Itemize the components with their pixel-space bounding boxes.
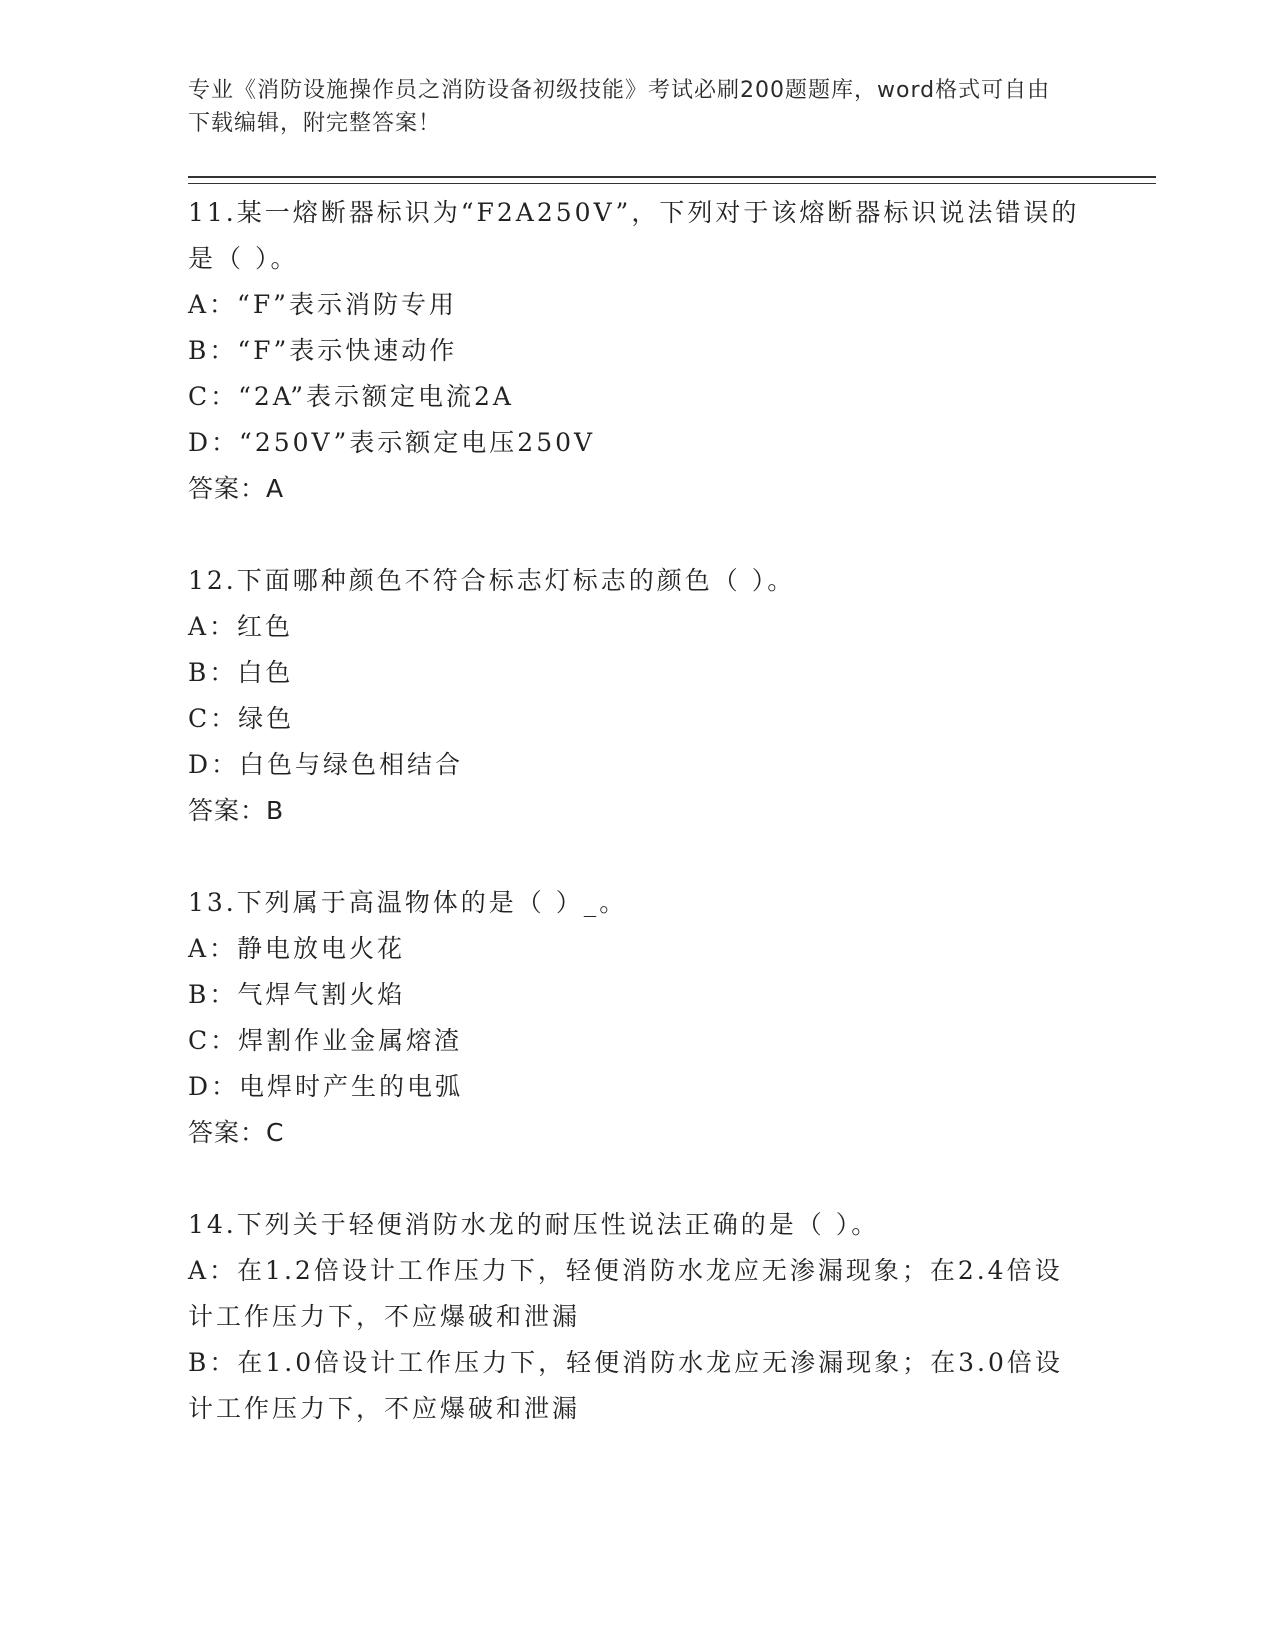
question-list bbox=[188, 190, 1088, 1478]
question-12 bbox=[188, 558, 1088, 834]
question-stem: 12.下面哪种颜色不符合标志灯标志的颜色（ ）。 bbox=[188, 566, 796, 595]
answer: 答案：B bbox=[188, 796, 285, 825]
option-c: C：绿色 bbox=[188, 704, 295, 733]
option-a: A：“F”表示消防专用 bbox=[188, 290, 457, 319]
option-a: A：静电放电火花 bbox=[188, 934, 406, 963]
question-stem: 14.下列关于轻便消防水龙的耐压性说法正确的是（ ）。 bbox=[188, 1210, 880, 1239]
question-11 bbox=[188, 190, 1088, 512]
answer: 答案：C bbox=[188, 1118, 285, 1147]
option-c: C：“2A”表示额定电流2A bbox=[188, 382, 514, 411]
header-divider bbox=[188, 176, 1156, 184]
option-c: C：焊割作业金属熔渣 bbox=[188, 1026, 463, 1055]
option-b: B：白色 bbox=[188, 658, 294, 687]
option-b: B：“F”表示快速动作 bbox=[188, 336, 458, 365]
question-stem: 13.下列属于高温物体的是（ ）_。 bbox=[188, 888, 628, 917]
option-a: A：在1.2倍设计工作压力下，轻便消防水龙应无渗漏现象；在2.4倍设计工作压力下，不应爆破和泄漏 bbox=[188, 1256, 1063, 1331]
question-13 bbox=[188, 880, 1088, 1156]
option-d: D：电焊时产生的电弧 bbox=[188, 1072, 464, 1101]
option-d: D：“250V”表示额定电压250V bbox=[188, 428, 596, 457]
document-header: 专业《消防设施操作员之消防设备初级技能》考试必刷200题题库，word格式可自由下载编辑，附完整答案！ bbox=[188, 78, 1051, 136]
option-b: B：在1.0倍设计工作压力下，轻便消防水龙应无渗漏现象；在3.0倍设计工作压力下，不应爆破和泄漏 bbox=[188, 1348, 1063, 1423]
option-b: B：气焊气割火焰 bbox=[188, 980, 406, 1009]
option-a: A：红色 bbox=[188, 612, 294, 641]
question-stem: 11.某一熔断器标识为“F2A250V”，下列对于该熔断器标识说法错误的是（ ）。 bbox=[188, 198, 1080, 273]
answer: 答案：A bbox=[188, 474, 285, 503]
question-14 bbox=[188, 1202, 1088, 1432]
option-d: D：白色与绿色相结合 bbox=[188, 750, 464, 779]
